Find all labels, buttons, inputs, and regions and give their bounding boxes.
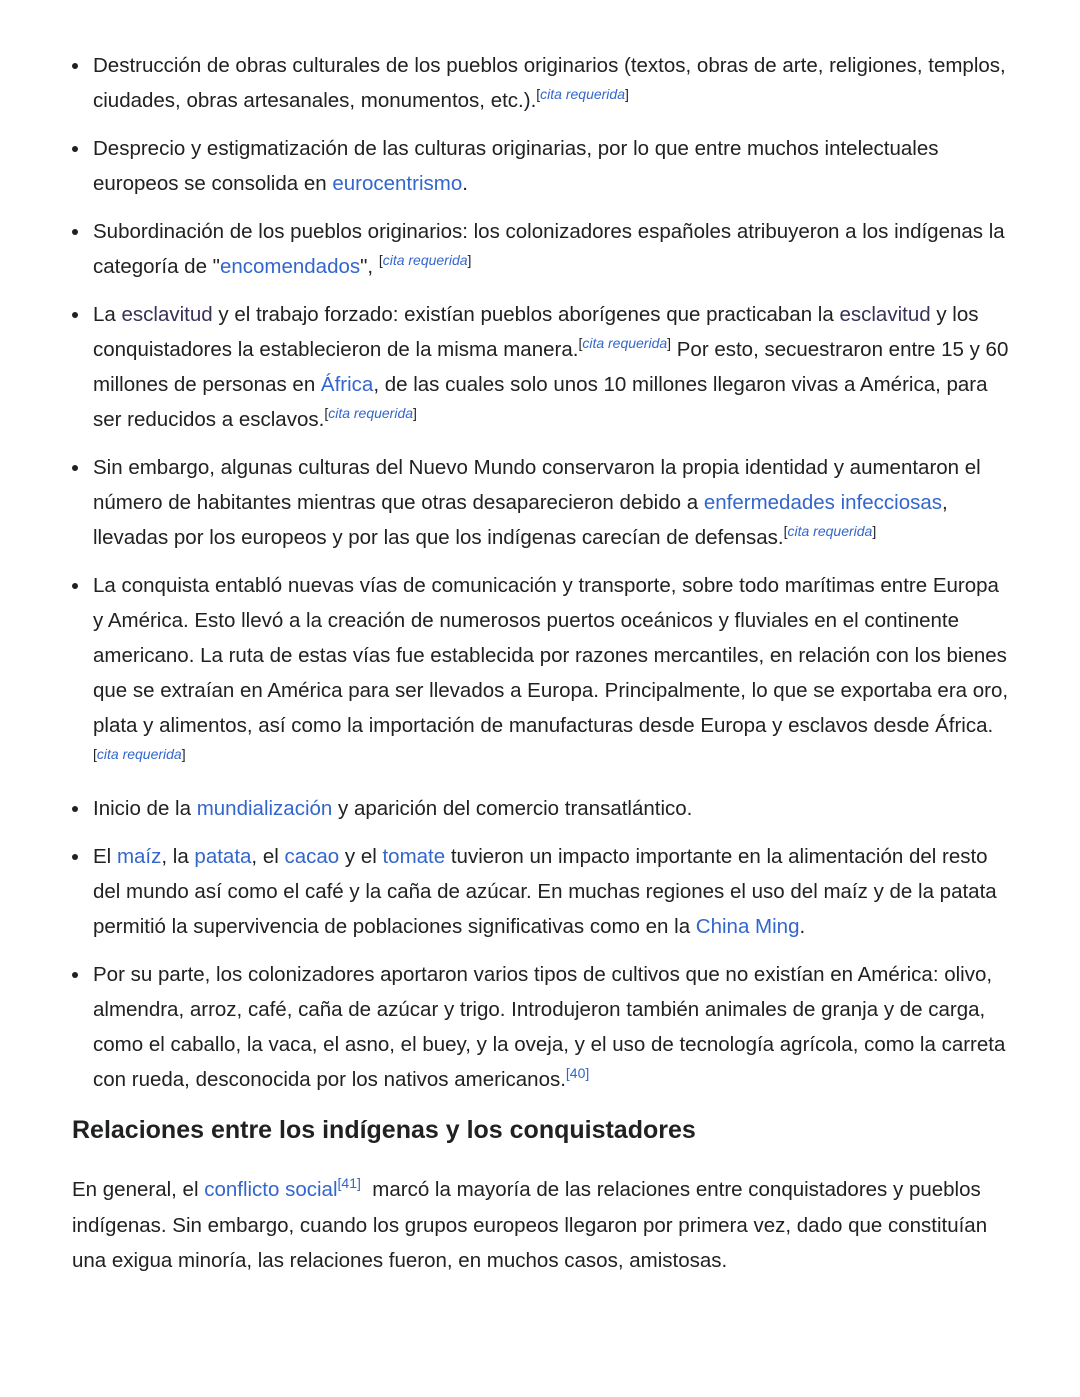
item-text: . [462, 172, 468, 195]
list-item [72, 791, 1012, 826]
section-paragraph [72, 1172, 1012, 1279]
list-item [72, 131, 1012, 201]
item-text: , el [251, 845, 285, 868]
paragraph-text: marcó la mayoría de las relaciones entre conquistadores y pueblos indígenas. Sin embargo, cuando los grupos europeos llegaron por primera vez, dado que constituían una exigua minoría, las relaciones fueron, en muchos casos, amistosas. [72, 1178, 993, 1272]
item-text: , la [161, 845, 195, 868]
item-text: Por su parte, los colonizadores aportaron varios tipos de cultivos que no existían en América: olivo, almendra, arroz, café, caña de azúcar y trigo. Introdujeron también animales de granja y de carga, como el caballo, la vaca, el asno, el buey, y la oveja, y el uso de tecnología agrícola, como la carreta con rueda, desconocida por los nativos americanos. [93, 963, 1006, 1091]
link-tomate[interactable]: tomate [382, 845, 446, 868]
list-item [72, 48, 1012, 118]
item-text: Subordinación de los pueblos originarios: los colonizadores españoles atribuyeron a los indígenas la categoría de " [93, 220, 1005, 278]
item-text: Sin embargo, algunas culturas del Nuevo Mundo conservaron la propia identidad y aumentaron el número de habitantes mientras que otras desaparecieron debido a [93, 456, 981, 514]
link-china-ming[interactable]: China Ming [695, 915, 800, 938]
item-text: La [93, 303, 122, 326]
list-item [72, 957, 1012, 1097]
link-mundializacion[interactable]: mundialización [196, 797, 333, 820]
item-text: y aparición del comercio transatlántico. [332, 797, 693, 820]
link-maiz[interactable]: maíz [116, 845, 162, 868]
citation-needed-link[interactable]: cita requerida [382, 252, 468, 268]
link-esclavitud[interactable]: esclavitud [121, 303, 213, 326]
list-item [72, 214, 1012, 284]
link-cacao[interactable]: cacao [284, 845, 340, 868]
link-conflicto-social[interactable]: conflicto social [204, 1178, 338, 1201]
list-item [72, 839, 1012, 944]
citation-needed[interactable]: [cita requerida] [324, 405, 417, 421]
link-eurocentrismo[interactable]: eurocentrismo [332, 172, 463, 195]
item-text: . [799, 915, 806, 938]
citation-needed[interactable]: [cita requerida] [378, 252, 472, 268]
link-esclavitud-2[interactable]: esclavitud [839, 303, 931, 326]
citation-needed[interactable]: [cita requerida] [536, 86, 629, 102]
link-enfermedades-infecciosas[interactable]: enfermedades infecciosas [703, 491, 943, 514]
item-text: , de las cuales solo unos 10 millones llegaron vivas a América, para ser reducidos a esclavos. [93, 373, 988, 431]
item-text: Por esto, secuestraron entre 15 y 60 millones de personas en [93, 338, 1009, 396]
list-item [72, 297, 1012, 437]
citation-needed-link[interactable]: cita requerida [96, 746, 182, 762]
item-text: La conquista entabló nuevas vías de comunicación y transporte, sobre todo marítimas entre Europa y América. Esto llevó a la creación de numerosos puertos oceánicos y fluviales en el continente americano. La ruta de estas vías fue establecida por razones mercantiles, en relación con los bienes que se extraían en América para ser llevados a Europa. Principalmente, lo que se exportaba era oro, plata y alimentos, así como la importación de manufacturas desde Europa y esclavos desde África. [93, 574, 1009, 737]
item-text: El [93, 845, 117, 868]
item-text: y el [339, 845, 383, 868]
reference-link[interactable]: [41] [337, 1175, 361, 1191]
paragraph-text: En general, el [72, 1178, 205, 1201]
section-heading: Relaciones entre los indígenas y los conquistadores [72, 1116, 696, 1144]
citation-needed-link[interactable]: cita requerida [540, 86, 625, 102]
link-patata[interactable]: patata [194, 845, 252, 868]
citation-needed[interactable]: [cita requerida] [578, 335, 672, 351]
item-text: tuvieron un impacto importante en la alimentación del resto del mundo así como el café y la caña de azúcar. En muchas regiones el uso del maíz y de la patata permitió la supervivencia de poblaciones significativas como en la [93, 845, 997, 938]
link-encomendados[interactable]: encomendados [219, 255, 361, 278]
item-text: , llevadas por los europeos y por las que los indígenas carecían de defensas. [93, 491, 948, 549]
citation-needed-link[interactable]: cita requerida [787, 523, 873, 539]
item-text: Desprecio y estigmatización de las culturas originarias, por lo que entre muchos intelectuales europeos se consolida en [93, 137, 939, 195]
consequences-list [72, 48, 1012, 1097]
reference-40[interactable] [566, 1065, 589, 1081]
item-text: y los conquistadores la establecieron de la misma manera. [93, 303, 979, 361]
article-content [72, 48, 1012, 1279]
reference-41[interactable] [338, 1175, 361, 1191]
citation-needed-link[interactable]: cita requerida [328, 405, 414, 421]
citation-needed-link[interactable]: cita requerida [582, 335, 668, 351]
link-africa[interactable]: África [320, 373, 374, 396]
citation-needed[interactable]: [cita requerida] [93, 746, 186, 762]
item-text: y el trabajo forzado: existían pueblos aborígenes que practicaban la [212, 303, 840, 326]
item-text: Inicio de la [93, 797, 197, 820]
reference-link[interactable]: [40] [565, 1065, 590, 1081]
item-text: Destrucción de obras culturales de los pueblos originarios (textos, obras de arte, religiones, templos, ciudades, obras artesanales, monumentos, etc.). [93, 54, 1006, 112]
list-item [72, 568, 1012, 778]
item-text: ", [360, 255, 379, 278]
citation-needed[interactable]: [cita requerida] [783, 523, 877, 539]
list-item [72, 450, 1012, 555]
